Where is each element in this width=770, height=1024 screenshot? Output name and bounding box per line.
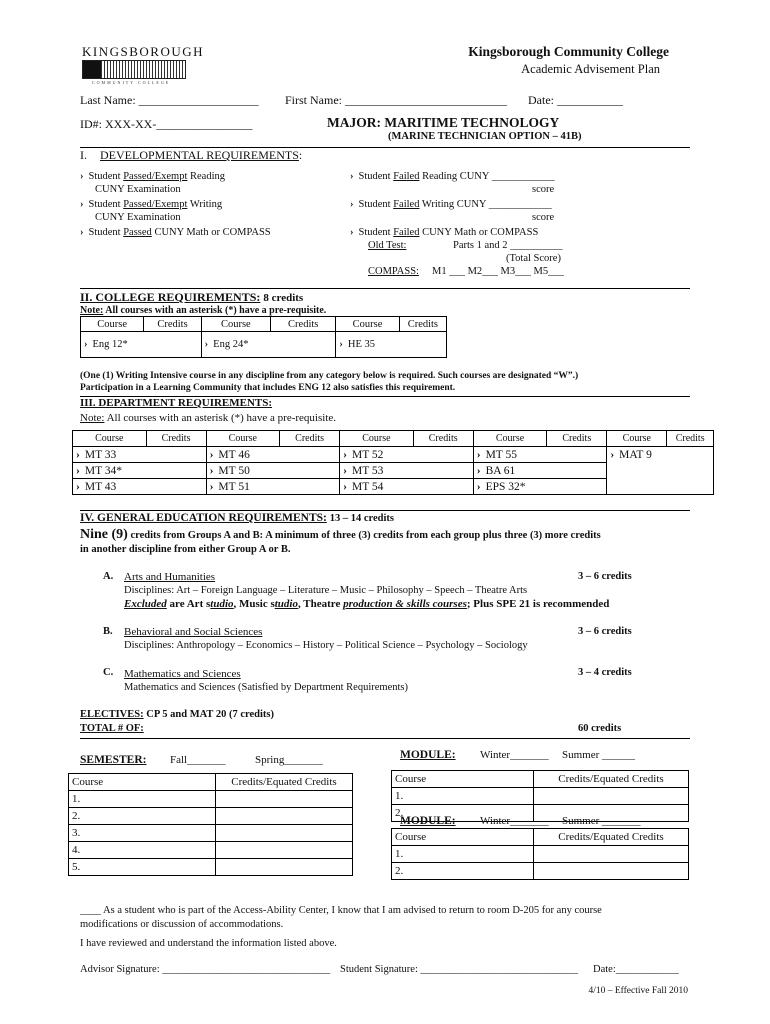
gened-heading: [80, 512, 394, 524]
dev-left-item: › Student Passed CUNY Math or COMPASS: [80, 227, 271, 238]
module-table: [391, 828, 689, 880]
group-title: Behavioral and Social Sciences: [124, 626, 263, 638]
first-name-field[interactable]: First Name: ___________________________: [285, 93, 507, 107]
table-cell: [473, 447, 607, 463]
credits-cell[interactable]: [216, 842, 353, 859]
course-cell: › EPS 32*: [477, 481, 526, 493]
table-header: Course: [81, 317, 144, 332]
table-cell: [336, 332, 447, 358]
group-letter: A.: [103, 571, 114, 582]
semester-label: SEMESTER:: [80, 754, 147, 766]
department-courses-table: [72, 430, 714, 495]
credits-cell[interactable]: [534, 846, 689, 863]
group-letter: B.: [103, 626, 113, 637]
college-heading-title: II. COLLEGE REQUIREMENTS:: [80, 290, 261, 304]
table-cell: [340, 463, 474, 479]
group-title: Arts and Humanities: [124, 571, 216, 583]
table-header: Credits: [144, 317, 201, 332]
credits-cell[interactable]: [216, 808, 353, 825]
signature-date[interactable]: Date:____________: [593, 964, 679, 975]
college-credits: 8 credits: [263, 292, 304, 304]
dev-left-item: › Student Passed/Exempt Reading: [80, 171, 225, 182]
course-cell: › MT 50: [210, 465, 250, 477]
total-label: TOTAL # OF:: [80, 723, 144, 734]
table-row[interactable]: 4.: [69, 842, 216, 859]
table-header: Credits/Equated Credits: [216, 774, 353, 791]
table-header: Credits: [280, 431, 340, 447]
table-row[interactable]: 1.: [392, 846, 534, 863]
gened-intro-2: in another discipline from either Group A or B.: [80, 544, 291, 555]
table-header: Course: [392, 771, 534, 788]
summer-field[interactable]: Summer ______: [562, 749, 636, 761]
old-test-label: Old Test:: [368, 240, 407, 251]
group-credits: 3 – 6 credits: [578, 626, 632, 637]
department-heading: III. DEPARTMENT REQUIREMENTS:: [80, 397, 273, 409]
table-header: Course: [340, 431, 414, 447]
dev-right-item-line2: score: [532, 212, 555, 223]
writing-note-1: (One (1) Writing Intensive course in any discipline from any category below is required. Such courses are designated “W”.): [80, 371, 579, 381]
course-cell: › MT 34*: [76, 465, 122, 477]
dev-heading-num: I.: [80, 148, 87, 162]
college-heading: [80, 290, 303, 305]
course-cell: › MT 53: [343, 465, 383, 477]
table-cell: [340, 447, 474, 463]
dev-right-item-line2: score: [532, 184, 555, 195]
gened-heading-title: IV. GENERAL EDUCATION REQUIREMENTS:: [80, 512, 327, 524]
module-label: MODULE:: [400, 815, 456, 827]
advisor-signature[interactable]: Advisor Signature: ________________________________: [80, 964, 331, 975]
dev-right-item: › Student Failed CUNY Math or COMPASS: [350, 227, 538, 238]
table-cell: [206, 447, 340, 463]
course-cell: › MT 54: [343, 481, 383, 493]
table-header: Course: [473, 431, 547, 447]
table-row[interactable]: 3.: [69, 825, 216, 842]
spring-field[interactable]: Spring_______: [255, 754, 323, 766]
table-header: Credits/Equated Credits: [534, 829, 689, 846]
table-header: Credits: [399, 317, 446, 332]
logo-image: [82, 60, 186, 79]
summer-field[interactable]: Summer _______: [562, 815, 641, 827]
course-cell: › MT 33: [76, 449, 116, 461]
course-cell: › HE 35: [339, 339, 375, 350]
access-ability-note[interactable]: ____ As a student who is part of the Access-Ability Center, I know that I am advised to return to room D-205 for any course: [80, 905, 602, 916]
table-header: Credits/Equated Credits: [534, 771, 689, 788]
table-row[interactable]: 1.: [392, 788, 534, 805]
dev-heading: [80, 148, 302, 163]
last-name-field[interactable]: Last Name: ____________________: [80, 93, 259, 107]
logo-text: KINGSBOROUGH: [82, 44, 205, 59]
table-cell: [473, 479, 607, 495]
reviewed-statement: I have reviewed and understand the information listed above.: [80, 938, 337, 949]
table-header: Course: [69, 774, 216, 791]
credits-cell[interactable]: [216, 791, 353, 808]
id-field[interactable]: ID#: XXX-XX-________________: [80, 117, 253, 131]
group-title: Mathematics and Sciences: [124, 668, 241, 680]
college-courses-table: [80, 316, 447, 358]
module-label: MODULE:: [400, 749, 456, 761]
excluded-note: Excluded are Art studio, Music studio, Theatre production & skills courses; Plus SPE 21 is recommended: [124, 598, 610, 610]
table-header: Credits: [146, 431, 206, 447]
dev-right-item: › Student Failed Reading CUNY ____________: [350, 171, 555, 182]
course-cell: › Eng 24*: [205, 339, 249, 350]
gened-credits: 13 – 14 credits: [329, 513, 395, 524]
course-cell: › MT 52: [343, 449, 383, 461]
table-row[interactable]: 2.: [392, 805, 534, 822]
access-ability-note-2: modifications or discussion of accommodations.: [80, 919, 284, 930]
table-cell: [206, 479, 340, 495]
table-header: Credits: [413, 431, 473, 447]
major-title: MAJOR: MARITIME TECHNOLOGY: [327, 115, 560, 130]
total-score-label: (Total Score): [506, 253, 561, 264]
group-credits: 3 – 6 credits: [578, 571, 632, 582]
table-cell: [206, 463, 340, 479]
dev-heading-colon: :: [298, 148, 303, 162]
table-cell: [73, 447, 207, 463]
course-cell: › MT 43: [76, 481, 116, 493]
table-header: Course: [607, 431, 667, 447]
course-cell: › MT 55: [477, 449, 517, 461]
group-disciplines: Disciplines: Anthropology – Economics – History – Political Science – Psychology – Sociology: [124, 640, 528, 651]
table-header: Course: [336, 317, 399, 332]
compass-label: COMPASS:: [368, 266, 419, 277]
table-row[interactable]: 5.: [69, 859, 216, 876]
table-cell: [73, 463, 207, 479]
semester-table: [68, 773, 353, 876]
writing-note-2: Participation in a Learning Community that includes ENG 12 also satisfies this requirement.: [80, 383, 456, 393]
old-test-field[interactable]: Parts 1 and 2 __________: [453, 240, 563, 251]
total-credits: 60 credits: [578, 723, 622, 734]
table-header: Credits: [667, 431, 714, 447]
table-cell: [201, 332, 336, 358]
table-header: Course: [73, 431, 147, 447]
credits-cell[interactable]: [216, 825, 353, 842]
logo-subtext: COMMUNITY COLLEGE: [92, 80, 171, 85]
compass-field[interactable]: M1 ___ M2___ M3___ M5___: [432, 266, 564, 277]
credits-cell[interactable]: [534, 788, 689, 805]
table-row[interactable]: 2.: [392, 863, 534, 880]
winter-field[interactable]: Winter_______: [480, 815, 549, 827]
table-row[interactable]: 2.: [69, 808, 216, 825]
table-cell: [607, 463, 714, 479]
date-field[interactable]: Date: ___________: [528, 93, 623, 107]
course-cell: › Eng 12*: [84, 339, 128, 350]
dev-left-item-line2: CUNY Examination: [95, 184, 181, 195]
course-cell: › MAT 9: [610, 449, 652, 461]
college-note: Note: All courses with an asterisk (*) have a pre-requisite.: [80, 305, 327, 316]
table-cell: [340, 479, 474, 495]
dev-right-item: › Student Failed Writing CUNY ____________: [350, 199, 552, 210]
dev-left-item-line2: CUNY Examination: [95, 212, 181, 223]
course-cell: › MT 51: [210, 481, 250, 493]
credits-cell[interactable]: [216, 859, 353, 876]
course-cell: › BA 61: [477, 465, 516, 477]
fall-field[interactable]: Fall_______: [170, 754, 226, 766]
option-subtitle: (MARINE TECHNICIAN OPTION – 41B): [388, 131, 582, 142]
group-credits: 3 – 4 credits: [578, 667, 632, 678]
credits-cell[interactable]: [534, 863, 689, 880]
college-name: Kingsborough Community College: [468, 44, 669, 59]
table-header: Course: [201, 317, 270, 332]
version-label: 4/10 – Effective Fall 2010: [588, 986, 688, 996]
course-cell: › MT 46: [210, 449, 250, 461]
group-disciplines: Mathematics and Sciences (Satisfied by Department Requirements): [124, 682, 408, 693]
table-row[interactable]: 1.: [69, 791, 216, 808]
student-signature[interactable]: Student Signature: ______________________________: [340, 964, 578, 975]
table-header: Course: [206, 431, 280, 447]
gened-intro: Nine (9) credits from Groups A and B: A minimum of three (3) credits from each group plus three (3) more credits: [80, 527, 601, 542]
dev-left-item: › Student Passed/Exempt Writing: [80, 199, 222, 210]
group-disciplines: Disciplines: Art – Foreign Language – Literature – Music – Philosophy – Speech – Theatre Arts: [124, 585, 528, 596]
table-cell: [607, 479, 714, 495]
table-header: Credits: [271, 317, 336, 332]
plan-title: Academic Advisement Plan: [521, 62, 660, 76]
winter-field[interactable]: Winter_______: [480, 749, 549, 761]
table-cell: [607, 447, 714, 463]
table-cell: [81, 332, 202, 358]
table-cell: [73, 479, 207, 495]
electives: ELECTIVES: CP 5 and MAT 20 (7 credits): [80, 709, 274, 720]
group-letter: C.: [103, 667, 114, 678]
table-header: Course: [392, 829, 534, 846]
department-note: Note: All courses with an asterisk (*) have a pre-requisite.: [80, 412, 337, 424]
table-cell: [473, 463, 607, 479]
table-header: Credits: [547, 431, 607, 447]
dev-heading-title: DEVELOPMENTAL REQUIREMENTS: [100, 148, 299, 162]
